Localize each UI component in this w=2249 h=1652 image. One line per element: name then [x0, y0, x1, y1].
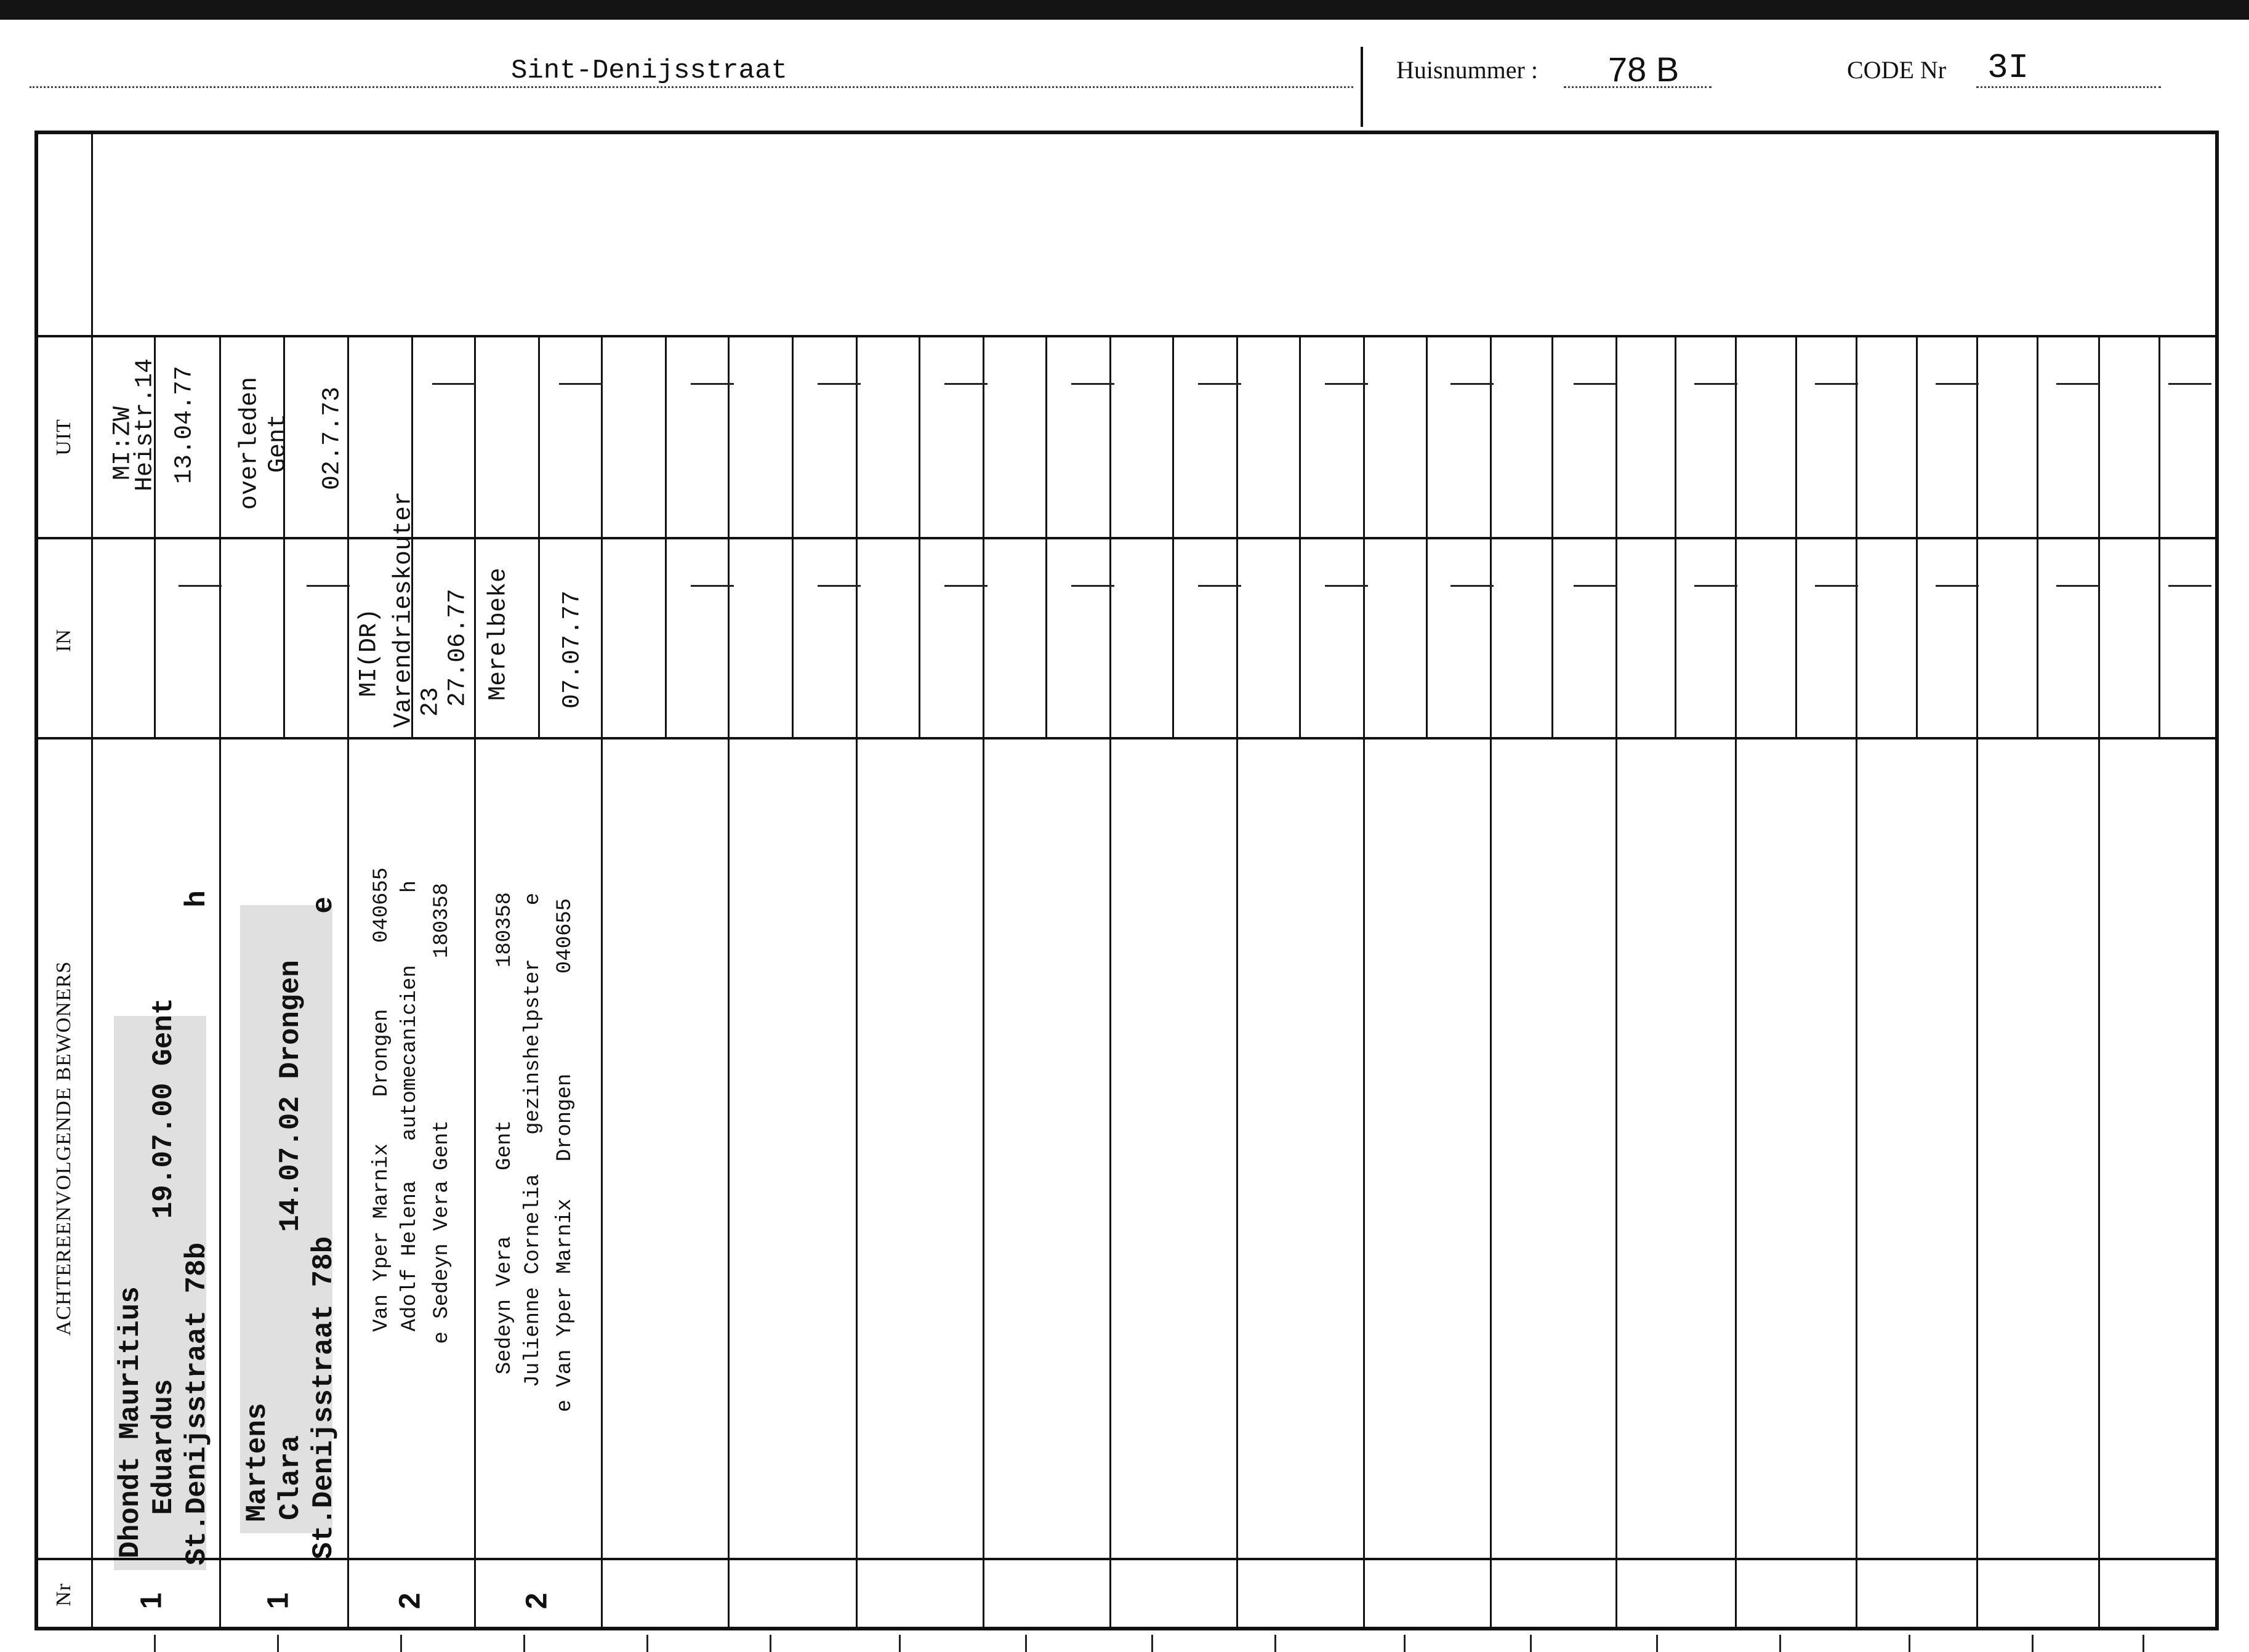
- entry-3-in-date: 27.06.77: [444, 588, 472, 707]
- entry-2-nr: 1: [262, 1592, 295, 1610]
- sub-divider: [1916, 335, 1918, 737]
- empty-dash: [1574, 585, 1617, 587]
- entry-1-given-name: Eduardus: [148, 1379, 180, 1515]
- column-divider: [1856, 335, 1857, 1630]
- empty-dash: [1815, 383, 1858, 385]
- entry-3-line3-place: Gent: [430, 1120, 454, 1171]
- sub-divider: [1045, 335, 1047, 737]
- entry-4-line3-code: 040655: [553, 898, 577, 974]
- entry-3-in-line3: 23: [417, 687, 445, 717]
- sub-divider: [283, 335, 285, 737]
- sub-divider: [1551, 335, 1553, 737]
- register-table: [34, 131, 2219, 1630]
- label-column-divider: [91, 131, 93, 1630]
- empty-dash: [1071, 585, 1114, 587]
- column-label-uit: UIT: [52, 419, 75, 456]
- sub-divider: [919, 335, 920, 737]
- entry-4-line2-job: gezinshelpster: [521, 959, 545, 1135]
- column-divider: [601, 335, 603, 1630]
- column-label-residents: ACHTEREENVOLGENDE BEWONERS: [52, 961, 75, 1336]
- street-dotted-line: [30, 86, 1353, 88]
- empty-dash: [1198, 585, 1241, 587]
- column-divider: [2098, 335, 2100, 1630]
- entry-1-nr: 1: [135, 1592, 168, 1610]
- entry-2-name: Martens: [241, 1403, 273, 1522]
- entry-2-address: St.Denijsstraat 78b: [308, 1236, 340, 1560]
- row-line-nr-top: [34, 1558, 2219, 1560]
- entry-4-line2: Julienne Cornelia: [521, 1174, 545, 1388]
- column-divider: [219, 335, 221, 1630]
- empty-dash: [1450, 383, 1494, 385]
- column-divider: [856, 335, 858, 1630]
- column-divider: [983, 335, 984, 1630]
- column-label-in: IN: [52, 629, 75, 652]
- entry-3-line3-code: 180358: [430, 882, 454, 959]
- header-separator: [1361, 47, 1363, 127]
- entry-1-marker: h: [181, 890, 213, 908]
- entry-4-in-date: 07.07.77: [558, 590, 587, 709]
- column-divider: [1363, 335, 1365, 1630]
- empty-dash: [691, 585, 734, 587]
- entry-3-in-line1: MI(DR): [355, 608, 384, 698]
- empty-dash: [307, 585, 350, 587]
- empty-dash: [691, 383, 734, 385]
- empty-dash: [1325, 585, 1368, 587]
- column-label-nr: Nr: [52, 1583, 75, 1606]
- empty-dash: [1936, 383, 1979, 385]
- entry-2-uit-line2: Gent: [264, 413, 292, 473]
- entry-3-line2-marker: h: [398, 880, 422, 893]
- empty-dash: [432, 383, 475, 385]
- entry-3-line3: e Sedeyn Vera: [430, 1180, 454, 1344]
- sub-divider: [1426, 335, 1428, 737]
- column-divider: [1490, 335, 1492, 1630]
- housenumber-value: 78 B: [1608, 50, 1680, 89]
- column-divider: [1976, 335, 1978, 1630]
- column-divider: [347, 335, 349, 1630]
- entry-3-nr: 2: [393, 1592, 427, 1610]
- sub-divider: [2158, 335, 2160, 737]
- empty-dash: [818, 383, 861, 385]
- entry-1-birth: 19.07.00 Gent: [148, 997, 180, 1219]
- empty-dash: [2056, 383, 2099, 385]
- entry-4-line1-place: Gent: [493, 1120, 517, 1171]
- entry-4-line1-code: 180358: [493, 892, 517, 968]
- entry-1-uit-date: 13.04.77: [171, 365, 199, 485]
- entry-4-line2-marker: e: [521, 892, 545, 906]
- entry-2-uit-line1: overleden: [236, 376, 264, 510]
- column-divider: [1615, 335, 1617, 1630]
- sub-divider: [2037, 335, 2038, 737]
- sub-divider: [1795, 335, 1797, 737]
- street-name: Sint-Denijsstraat: [511, 55, 787, 86]
- empty-dash: [1198, 383, 1241, 385]
- entry-1-uit-line2: Heistr.14: [131, 358, 159, 492]
- sub-divider: [792, 335, 794, 737]
- entry-3-line1-code: 040655: [370, 867, 393, 943]
- empty-dash: [1694, 585, 1737, 587]
- empty-dash: [559, 383, 602, 385]
- entry-1-address: St.Denijsstraat 78b: [181, 1242, 213, 1566]
- empty-dash: [2168, 585, 2211, 587]
- sub-divider: [1675, 335, 1676, 737]
- empty-dash: [944, 585, 988, 587]
- column-divider: [728, 335, 730, 1630]
- entry-3-line2: Adolf Helena: [398, 1180, 422, 1332]
- code-value: 3I: [1987, 48, 2029, 87]
- row-line-in-top: [34, 537, 2219, 539]
- empty-dash: [1815, 585, 1858, 587]
- row-line-residents-top: [34, 737, 2219, 739]
- entry-2-given-name: Clara: [275, 1435, 307, 1521]
- entry-4-in-line1: Merelbeke: [485, 567, 513, 701]
- entry-3-line2-job: automecanicien: [398, 965, 422, 1141]
- housenumber-label: Huisnummer :: [1396, 56, 1538, 84]
- empty-dash: [1450, 585, 1494, 587]
- column-divider: [1236, 335, 1238, 1630]
- entry-3-in-line2: Varendrieskouter: [390, 491, 418, 728]
- entry-2-birth: 14.07.02 Drongen: [275, 960, 307, 1232]
- entry-4-line3-place: Drongen: [553, 1073, 577, 1162]
- empty-dash: [179, 585, 222, 587]
- column-divider: [1109, 335, 1111, 1630]
- column-divider: [1735, 335, 1737, 1630]
- empty-dash: [1071, 383, 1114, 385]
- empty-dash: [2056, 585, 2099, 587]
- empty-dash: [818, 585, 861, 587]
- sub-divider: [1299, 335, 1301, 737]
- entry-1-uit-line1: MI:ZW: [109, 406, 137, 481]
- code-label: CODE Nr: [1847, 56, 1947, 84]
- entry-2-uit-date: 02.7.73: [318, 386, 347, 491]
- sub-divider: [538, 335, 540, 737]
- entry-1-name: Dhondt Mauritius: [115, 1286, 147, 1558]
- entry-3-line1: Van Yper Marnix: [370, 1143, 393, 1332]
- entry-4-line1: Sedeyn Vera: [493, 1236, 517, 1375]
- empty-dash: [1936, 585, 1979, 587]
- sub-divider: [665, 335, 667, 737]
- entry-4-nr: 2: [520, 1592, 553, 1610]
- sub-divider: [1172, 335, 1174, 737]
- empty-dash: [944, 383, 988, 385]
- entry-3-line1-place: Drongen: [370, 1009, 393, 1097]
- row-line-uit-top: [34, 335, 2219, 337]
- entry-2-marker: e: [308, 897, 340, 914]
- column-divider: [474, 335, 476, 1630]
- scan-top-edge: [0, 0, 2249, 20]
- empty-dash: [1694, 383, 1737, 385]
- entry-4-line3: e Van Yper Marnix: [553, 1198, 577, 1412]
- empty-dash: [1574, 383, 1617, 385]
- empty-dash: [2168, 383, 2211, 385]
- empty-dash: [1325, 383, 1368, 385]
